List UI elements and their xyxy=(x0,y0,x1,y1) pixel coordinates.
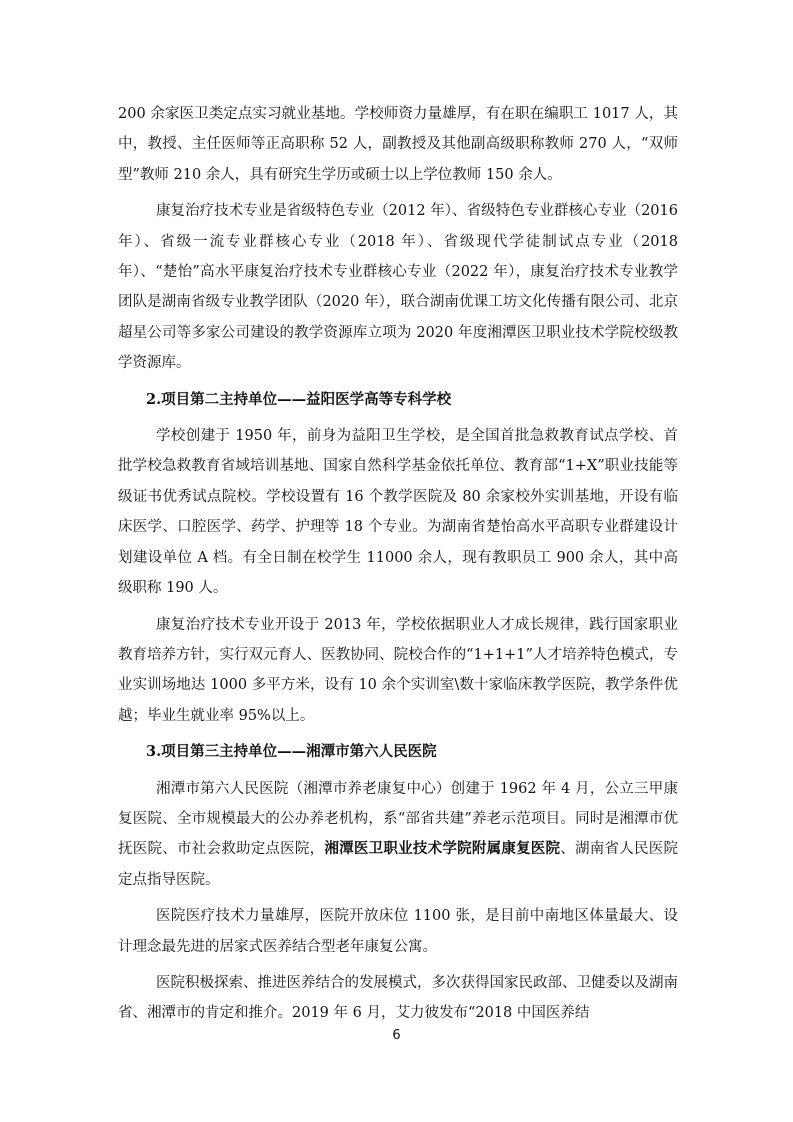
paragraph-faculty: 200 余家医卫类定点实习就业基地。学校师资力量雄厚，有在职在编职工 1017 人，其中，教授、主任医师等正高职称 52 人，副教授及其他副高级职称教师 270 人，“双师型”教师 210 余人，具有研究生学历或硕士以上学位教师 150 余人。 xyxy=(118,106,678,183)
page-number: 6 xyxy=(392,1028,401,1043)
paragraph-hospital-model: 医院积极探索、推进医养结合的发展模式，多次获得国家民政部、卫健委以及湖南省、湘潭市的肯定和推介。2019 年 6 月，艾力彼发布“2018 中国医养结 xyxy=(118,974,678,1022)
paragraph-hospital-capacity: 医院医疗技术力量雄厚，医院开放床位 1100 张，是目前中南地区体量最大、设计理念最先进的居家式医养结合型老年康复公寓。 xyxy=(118,908,678,955)
paragraph-rehab-major-2: 康复治疗技术专业开设于 2013 年，学校依据职业人才成长规律，践行国家职业教育培养方针，实行双元育人、医教协同、院校合作的“1+1+1”人才培养特色模式，专业实训场地达 1000 多平方米，设有 10 余个实训室\数十家临床教学医院，教学条件优越；毕业生就业率 95%以上。 xyxy=(118,616,678,724)
paragraph-hospital-intro xyxy=(118,774,678,896)
hospital-intro-text: 湘潭市第六人民医院（湘潭市养老康复中心）创建于 1962 年 4 月，公立三甲康复医院、全市规模最大的公办养老机构，系“部省共建”养老示范项目。同时是湘潭市优抚医院、市社会救助定点医院， xyxy=(118,780,678,858)
section-heading-third-unit: 3.项目第三主持单位——湘潭市第六人民医院 xyxy=(146,743,437,761)
section-heading-second-unit: 2.项目第二主持单位——益阳医学高等专科学校 xyxy=(146,390,452,408)
paragraph-rehab-major-1: 康复治疗技术专业是省级特色专业（2012 年）、省级特色专业群核心专业（2016 年）、省级一流专业群核心专业（2018 年）、省级现代学徒制试点专业（2018 年）、“楚怡”高水平康复治疗技术专业群核心专业（2022 年），康复治疗技术专业教学团队是湖南省级专业教学团队（2020 年），联合湖南优课工坊文化传播有限公司、北京超星公司等多家公司建设的教学资源库立项为 2020 年度湘潭医卫职业技术学院校级教学资源库。 xyxy=(118,203,678,372)
hospital-intro-tail: 、湖南省人民医院定点指导医院。 xyxy=(118,841,678,888)
hospital-affiliation-bold: 湘潭医卫职业技术学院附属康复医院 xyxy=(324,840,561,858)
paragraph-yiyang-school: 学校创建于 1950 年，前身为益阳卫生学校，是全国首批急救教育试点学校、首批学校急救教育省域培训基地、国家自然科学基金依托单位、教育部“1+X”职业技能等级证书优秀试点院校。学校设置有 16 个教学医院及 80 余家校外实训基地，开设有临床医学、口腔医学、药学、护理等 18 个专业。为湖南省楚怡高水平高职专业群建设计划建设单位 A 档。有全日制在校学生 11000 余人，现有教职员工 900 余人，其中高级职称 190 人。 xyxy=(118,428,678,597)
document-body xyxy=(118,99,678,1035)
